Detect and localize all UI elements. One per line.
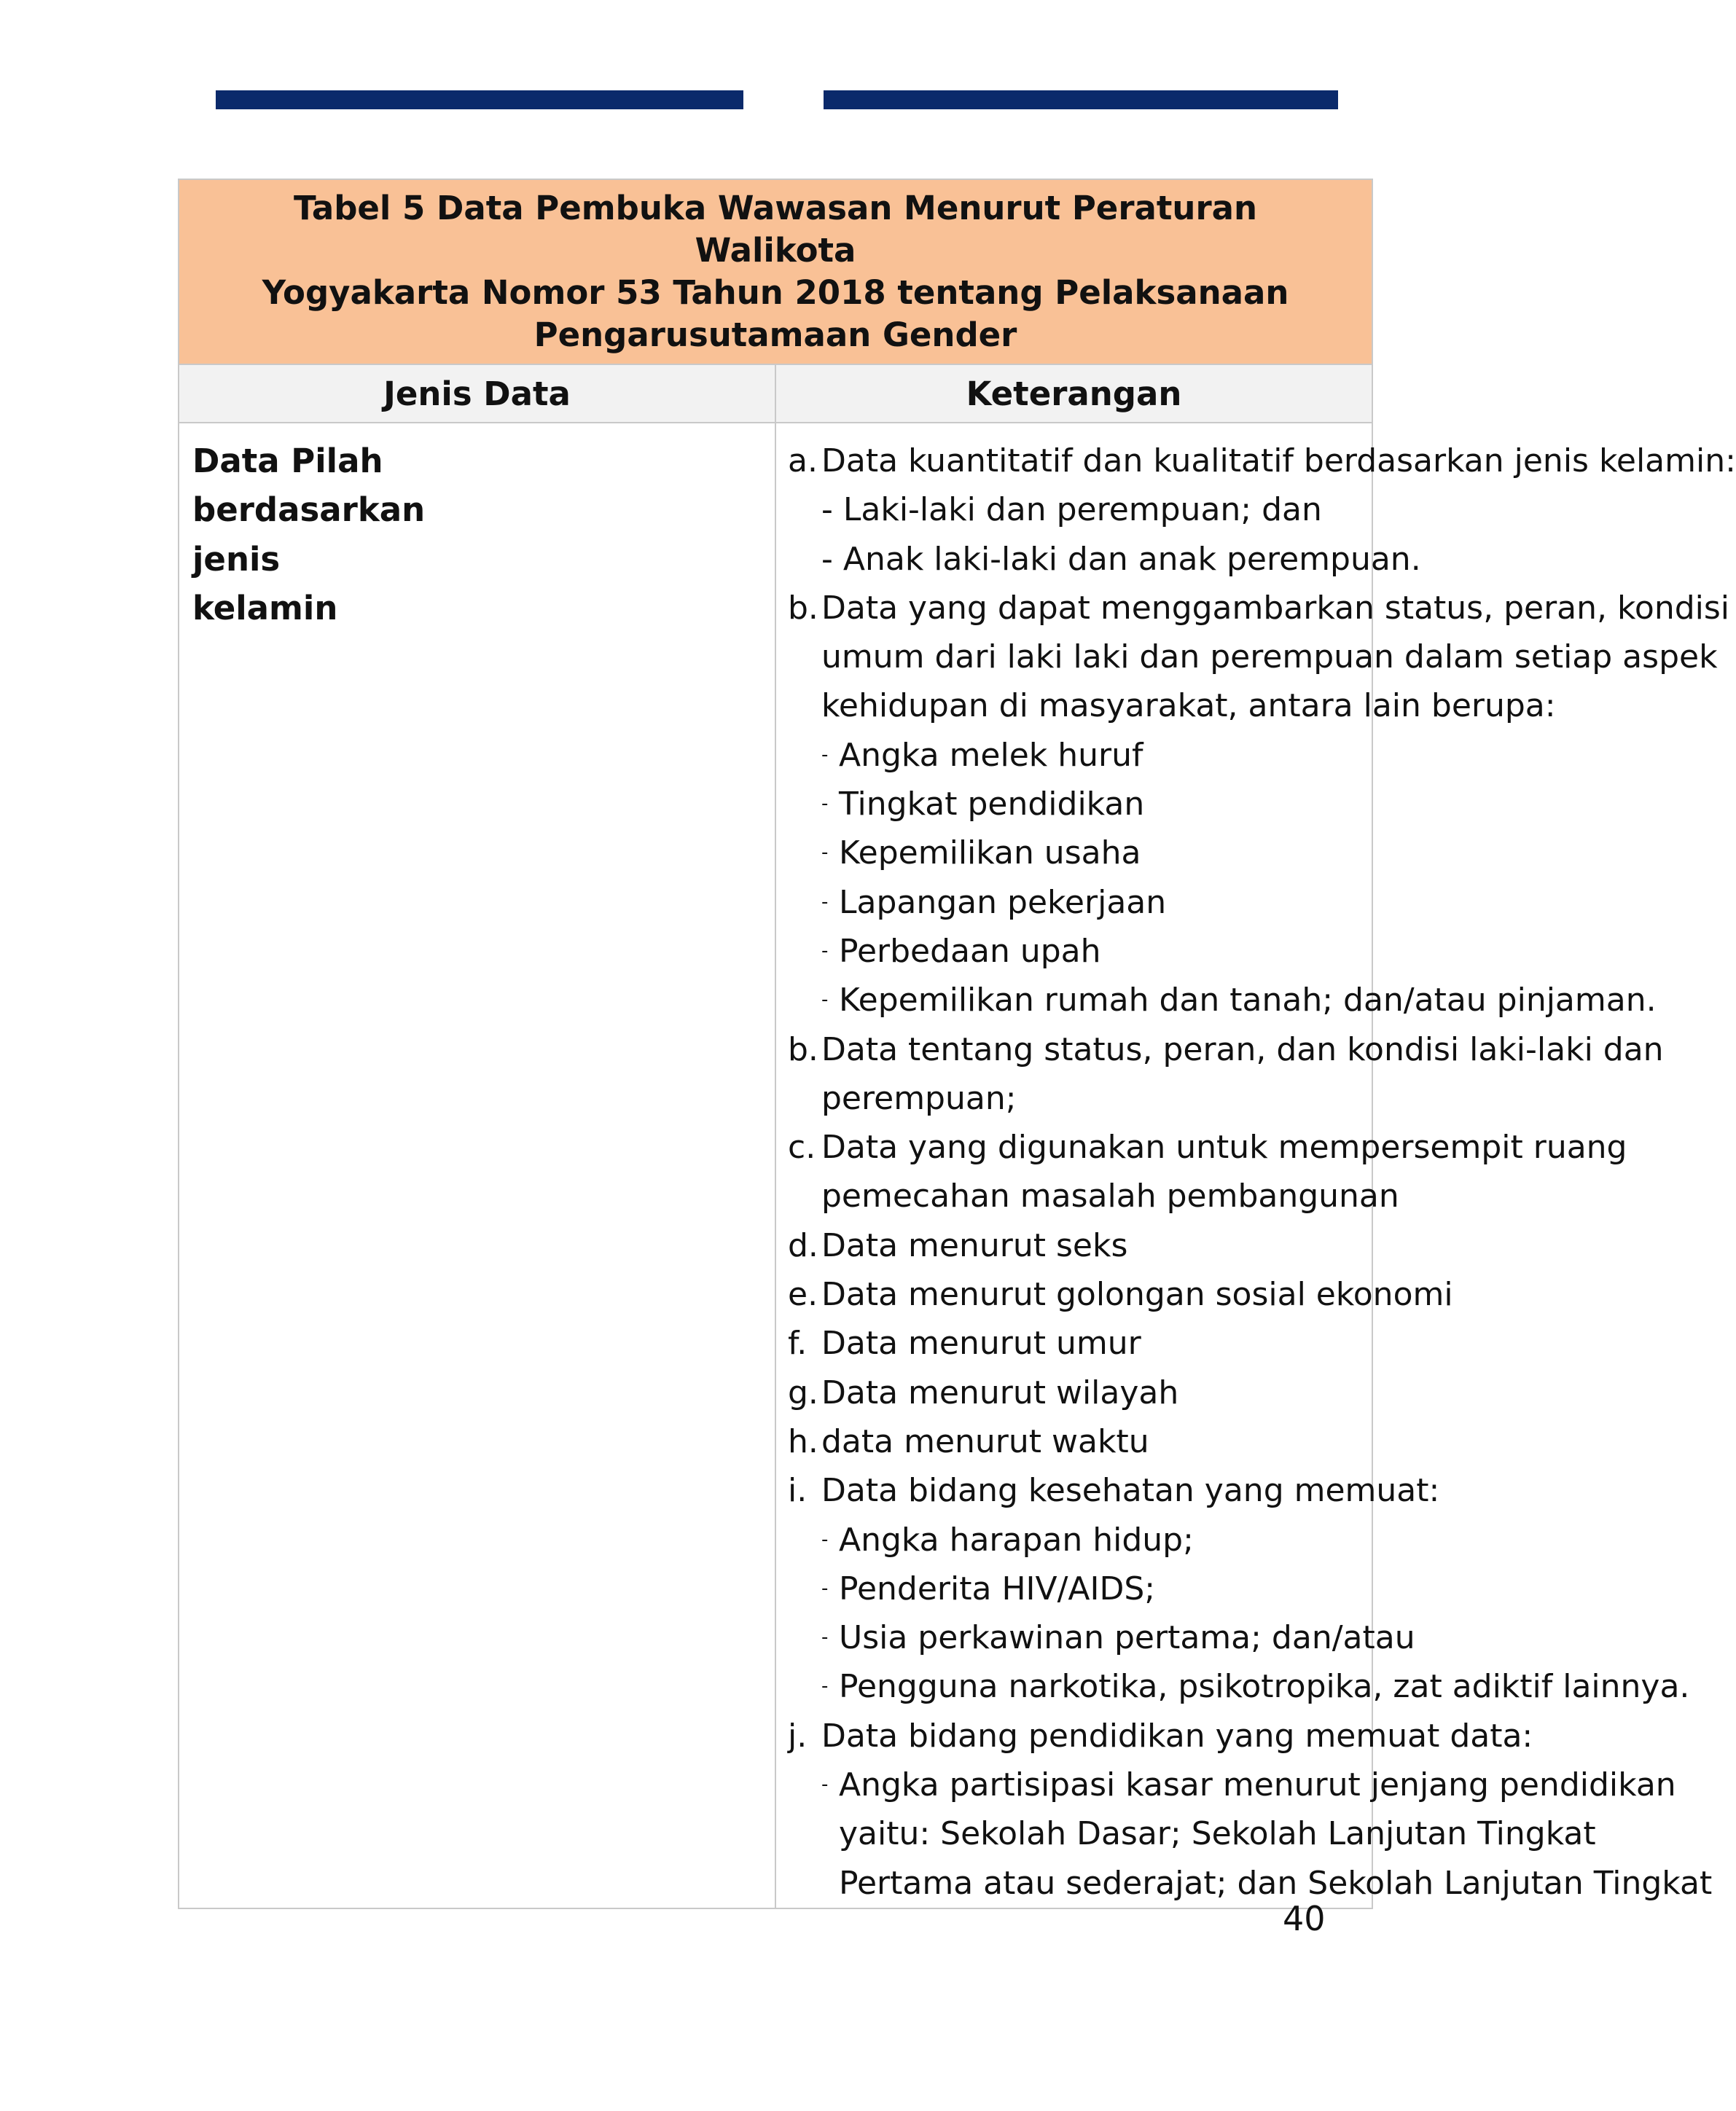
list-marker: e. — [788, 1276, 818, 1314]
dash-marker: - — [821, 989, 829, 1011]
list-text: Usia perkawinan pertama; dan/atau — [839, 1619, 1415, 1657]
list-item — [788, 1613, 1415, 1662]
list-item — [788, 681, 1556, 730]
data-type-line: Data Pilah — [192, 442, 383, 480]
list-text: - Laki-laki dan perempuan; dan — [821, 491, 1322, 529]
list-text: Perbedaan upah — [839, 932, 1101, 970]
list-text: Data menurut wilayah — [821, 1374, 1179, 1411]
list-item — [788, 1859, 1713, 1908]
list-text: Angka melek huruf — [839, 736, 1143, 774]
table-row — [179, 423, 1372, 1908]
list-marker: c. — [788, 1129, 816, 1167]
list-item — [788, 535, 1421, 584]
dash-marker: - — [821, 1774, 829, 1796]
list-item — [788, 1417, 1361, 1466]
list-item — [788, 780, 1361, 829]
list-item — [788, 1270, 1453, 1319]
caption-line: Yogyakarta Nomor 53 Tahun 2018 tentang Pelaksanaan — [262, 273, 1289, 312]
list-item — [788, 1123, 1627, 1172]
list-item — [788, 485, 1361, 534]
list-text: yaitu: Sekolah Dasar; Sekolah Lanjutan Tingkat — [839, 1815, 1596, 1853]
list-text: perempuan; — [821, 1079, 1017, 1117]
list-marker: j. — [788, 1717, 808, 1755]
header-rule-left — [216, 90, 743, 109]
column-header-keterangan: Keterangan — [775, 364, 1372, 423]
list-text: Pengguna narkotika, psikotropika, zat adiktif lainnya. — [839, 1668, 1690, 1706]
list-text: kehidupan di masyarakat, antara lain berupa: — [821, 687, 1556, 725]
list-item — [788, 1466, 1440, 1515]
dash-marker: - — [821, 1528, 829, 1551]
dash-marker: - — [821, 793, 829, 815]
data-type-line: berdasarkan — [192, 490, 426, 530]
list-item — [788, 1368, 1361, 1417]
list-item — [788, 1319, 1361, 1368]
list-item — [788, 1712, 1533, 1761]
list-text: Angka harapan hidup; — [839, 1521, 1194, 1559]
list-marker: f. — [788, 1325, 808, 1363]
list-item — [788, 976, 1657, 1025]
list-item — [788, 1172, 1399, 1221]
list-text: Data bidang pendidikan yang memuat data: — [821, 1717, 1533, 1755]
dash-marker: - — [821, 1626, 829, 1649]
list-marker: b. — [788, 589, 818, 627]
list-item — [788, 1564, 1361, 1613]
list-item — [788, 1025, 1664, 1074]
list-item — [788, 878, 1361, 927]
list-item — [788, 584, 1730, 632]
header-rule-right — [824, 90, 1338, 109]
caption-line: Pengarusutamaan Gender — [533, 316, 1017, 354]
list-marker: d. — [788, 1226, 818, 1264]
data-table — [178, 179, 1736, 1909]
list-text: Data tentang status, peran, dan kondisi laki-laki dan — [821, 1030, 1664, 1068]
list-text: Kepemilikan usaha — [839, 834, 1141, 872]
list-text: Data yang digunakan untuk mempersempit ruang — [821, 1129, 1627, 1167]
list-text: Data kuantitatif dan kualitatif berdasarkan jenis kelamin: — [821, 442, 1736, 479]
list-text: Data menurut umur — [821, 1325, 1141, 1363]
list-item — [788, 829, 1361, 877]
list-marker: i. — [788, 1472, 808, 1510]
list-text: Data menurut seks — [821, 1226, 1128, 1264]
list-item — [788, 632, 1718, 681]
dash-marker: - — [821, 1577, 829, 1599]
data-type-cell — [179, 423, 775, 1908]
list-text: Data yang dapat menggambarkan status, peran, kondisi — [821, 589, 1730, 627]
list-marker: g. — [788, 1374, 818, 1411]
list-item — [788, 1516, 1361, 1564]
list-item — [788, 1662, 1690, 1711]
dash-marker: - — [821, 890, 829, 913]
list-text: Data bidang kesehatan yang memuat: — [821, 1472, 1440, 1510]
list-item — [788, 927, 1361, 976]
dash-marker: - — [821, 743, 829, 766]
list-text: Data menurut golongan sosial ekonomi — [821, 1276, 1453, 1314]
list-text: Angka partisipasi kasar menurut jenjang pendidikan — [839, 1766, 1676, 1804]
list-marker: h. — [788, 1422, 818, 1460]
dash-marker: - — [821, 1675, 829, 1698]
list-text: Kepemilikan rumah dan tanah; dan/atau pinjaman. — [839, 982, 1657, 1019]
list-item — [788, 1809, 1596, 1858]
description-cell — [775, 423, 1736, 1908]
list-text: Lapangan pekerjaan — [839, 883, 1167, 921]
list-item — [788, 1074, 1361, 1123]
data-type-line: kelamin — [192, 588, 338, 627]
list-marker: b. — [788, 1030, 818, 1068]
table-caption — [179, 179, 1372, 364]
dash-marker: - — [821, 939, 829, 962]
list-text: Tingkat pendidikan — [839, 786, 1145, 823]
page-number: 40 — [1283, 1899, 1326, 1938]
list-text: - Anak laki-laki dan anak perempuan. — [821, 540, 1421, 578]
caption-line: Tabel 5 Data Pembuka Wawasan Menurut Peraturan Walikota — [293, 189, 1258, 270]
dash-marker: - — [821, 842, 829, 864]
list-text: Pertama atau sederajat; dan Sekolah Lanjutan Tingkat — [839, 1864, 1713, 1902]
list-text: umum dari laki laki dan perempuan dalam setiap aspek — [821, 638, 1718, 676]
list-marker: a. — [788, 442, 818, 479]
list-text: Penderita HIV/AIDS; — [839, 1570, 1156, 1607]
list-item — [788, 1221, 1361, 1270]
data-type-line: jenis — [192, 539, 281, 579]
list-item — [788, 1761, 1676, 1809]
list-text: pemecahan masalah pembangunan — [821, 1178, 1399, 1215]
list-text: data menurut waktu — [821, 1422, 1149, 1460]
column-header-jenis-data: Jenis Data — [179, 364, 775, 423]
list-item — [788, 436, 1736, 485]
list-item — [788, 731, 1361, 780]
